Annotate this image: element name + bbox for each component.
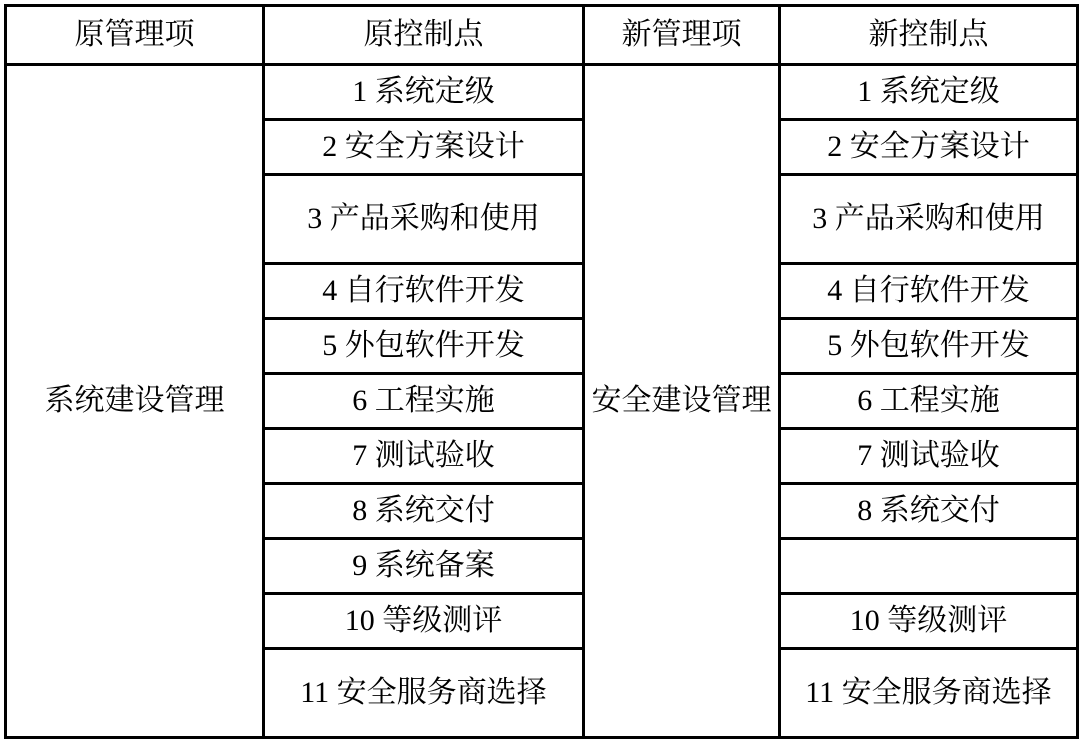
new-control-3: 3 产品采购和使用: [780, 175, 1078, 264]
old-control-10: 10 等级测评: [264, 594, 584, 649]
new-control-1: 1 系统定级: [780, 65, 1078, 120]
old-control-9: 9 系统备案: [264, 539, 584, 594]
old-control-4: 4 自行软件开发: [264, 264, 584, 319]
old-control-3: 3 产品采购和使用: [264, 175, 584, 264]
new-control-6: 6 工程实施: [780, 374, 1078, 429]
new-control-7: 7 测试验收: [780, 429, 1078, 484]
header-old-control: 原控制点: [264, 6, 584, 65]
header-new-control: 新控制点: [780, 6, 1078, 65]
old-control-11: 11 安全服务商选择: [264, 649, 584, 738]
new-control-11: 11 安全服务商选择: [780, 649, 1078, 738]
comparison-table: [4, 4, 1079, 739]
old-control-2: 2 安全方案设计: [264, 120, 584, 175]
table-header-row: [6, 6, 1078, 65]
table-row: [6, 65, 1078, 120]
new-control-8: 8 系统交付: [780, 484, 1078, 539]
new-control-4: 4 自行软件开发: [780, 264, 1078, 319]
old-control-1: 1 系统定级: [264, 65, 584, 120]
old-control-6: 6 工程实施: [264, 374, 584, 429]
new-control-5: 5 外包软件开发: [780, 319, 1078, 374]
document-page: [0, 4, 1080, 709]
old-control-5: 5 外包软件开发: [264, 319, 584, 374]
new-control-9-empty: [780, 539, 1078, 594]
new-control-10: 10 等级测评: [780, 594, 1078, 649]
new-section-label: 安全建设管理: [584, 65, 780, 738]
old-section-label: 系统建设管理: [6, 65, 264, 738]
old-control-8: 8 系统交付: [264, 484, 584, 539]
old-control-7: 7 测试验收: [264, 429, 584, 484]
header-old-item: 原管理项: [6, 6, 264, 65]
header-new-item: 新管理项: [584, 6, 780, 65]
new-control-2: 2 安全方案设计: [780, 120, 1078, 175]
